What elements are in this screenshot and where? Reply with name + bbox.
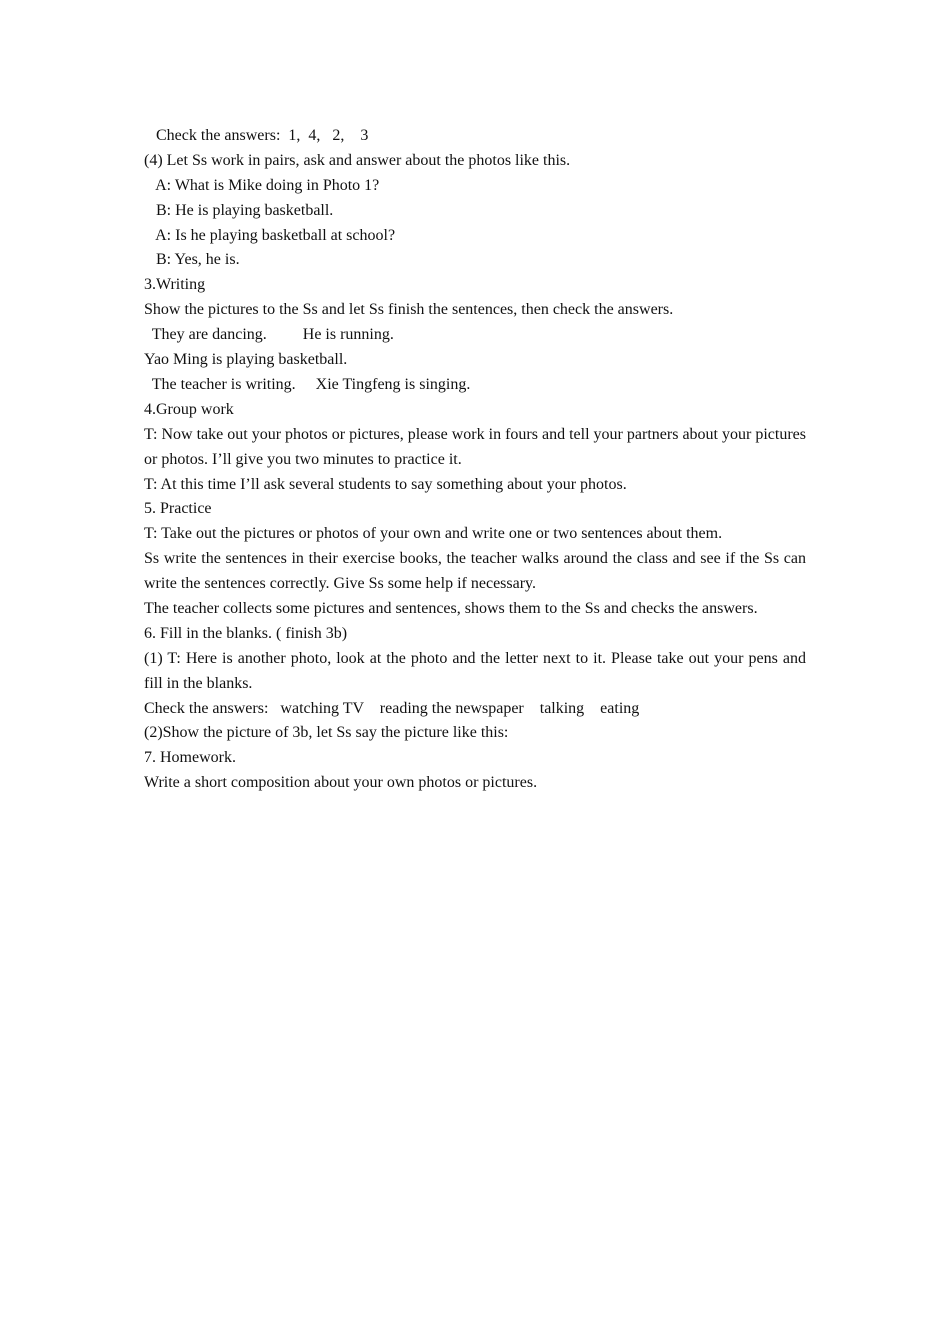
fill-blanks-answers: Check the answers: watching TV reading the newspaper talking eating — [144, 699, 640, 717]
dialogue-line: B: Yes, he is. — [144, 251, 240, 269]
practice-paragraph: T: Take out the pictures or photos of your own and write one or two sentences about them. — [144, 525, 723, 543]
check-answers-line: Check the answers: 1, 4, 2, 3 — [144, 127, 369, 144]
group-work-paragraph: T: Now take out your photos or pictures, please work in fours and tell your partners about your pictures or photos. I’ll give you two minutes to practice it. — [144, 425, 806, 468]
step-4-instruction: (4) Let Ss work in pairs, ask and answer about the photos like this. — [144, 151, 571, 169]
document-page — [144, 124, 806, 796]
example-sentences: The teacher is writing. Xie Tingfeng is singing. — [144, 375, 471, 393]
section-heading-practice: 5. Practice — [144, 500, 212, 518]
fill-blanks-paragraph: (2)Show the picture of 3b, let Ss say the picture like this: — [144, 724, 509, 742]
section-heading-group-work: 4.Group work — [144, 400, 234, 418]
homework-paragraph: Write a short composition about your own photos or pictures. — [144, 774, 538, 792]
section-heading-fill-blanks: 6. Fill in the blanks. ( finish 3b) — [144, 624, 348, 642]
dialogue-line: A: Is he playing basketball at school? — [144, 226, 396, 244]
practice-paragraph: Ss write the sentences in their exercise books, the teacher walks around the class and see if the Ss can write the sentences correctly. Give Ss some help if necessary. — [144, 550, 806, 593]
fill-blanks-paragraph: (1) T: Here is another photo, look at the photo and the letter next to it. Please take out your pens and fill in the blanks. — [144, 649, 806, 692]
writing-instruction: Show the pictures to the Ss and let Ss finish the sentences, then check the answers. — [144, 301, 674, 319]
section-heading-writing: 3.Writing — [144, 276, 206, 294]
section-heading-homework: 7. Homework. — [144, 749, 236, 767]
example-sentences: They are dancing. He is running. — [144, 326, 394, 344]
practice-paragraph: The teacher collects some pictures and sentences, shows them to the Ss and checks the answers. — [144, 599, 758, 617]
example-sentences: Yao Ming is playing basketball. — [144, 351, 348, 369]
dialogue-line: B: He is playing basketball. — [144, 201, 334, 219]
group-work-paragraph: T: At this time I’ll ask several students to say something about your photos. — [144, 475, 627, 493]
dialogue-line: A: What is Mike doing in Photo 1? — [144, 176, 380, 194]
